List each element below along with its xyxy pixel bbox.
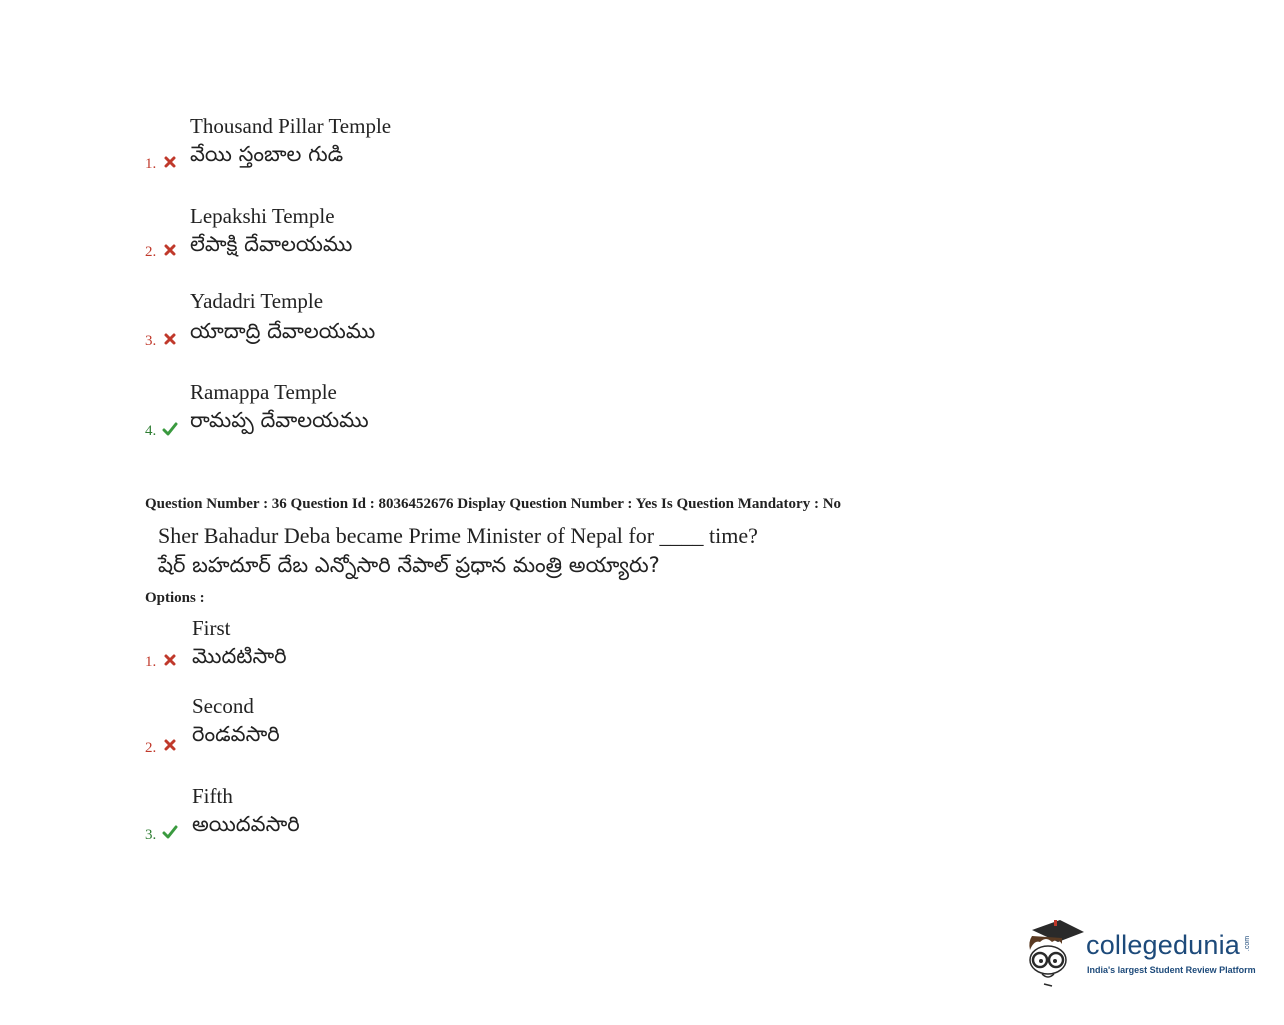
check-icon xyxy=(162,824,178,840)
question-text-te: షేర్ బహదూర్ దేబ ఎన్నోసారి నేపాల్ ప్రధాన మంత్రి అయ్యారు? xyxy=(158,553,660,577)
cross-icon xyxy=(162,737,178,753)
collegedunia-logo[interactable] xyxy=(1024,916,1254,992)
option-text-te: వేయి స్తంబాల గుడి xyxy=(190,142,344,166)
question-option-2 xyxy=(0,694,900,774)
mascot-icon xyxy=(1024,916,1086,992)
options-label: Options : xyxy=(145,590,205,606)
check-icon xyxy=(162,421,178,437)
prev-option-4 xyxy=(0,380,900,460)
cross-icon xyxy=(162,242,178,258)
option-number: 2. xyxy=(145,244,157,260)
option-text-te: యాదాద్రి దేవాలయము xyxy=(190,319,376,343)
option-number: 1. xyxy=(145,156,157,172)
option-text-en: Second xyxy=(192,694,254,718)
prev-option-3 xyxy=(0,289,900,369)
option-number: 1. xyxy=(145,654,157,670)
option-text-te: లేపాక్షి దేవాలయము xyxy=(190,232,353,256)
option-text-te: రెండవసారి xyxy=(192,722,280,746)
logo-tagline: India's largest Student Review Platform xyxy=(1087,965,1256,975)
option-number: 3. xyxy=(145,333,157,349)
option-text-te: అయిదవసారి xyxy=(192,812,300,836)
option-text-en: Yadadri Temple xyxy=(190,289,324,313)
cross-icon xyxy=(162,652,178,668)
question-option-1 xyxy=(0,616,900,696)
logo-suffix: .com xyxy=(1244,935,1252,952)
option-text-en: Thousand Pillar Temple xyxy=(190,114,392,138)
question-option-3 xyxy=(0,784,900,864)
option-text-en: Lepakshi Temple xyxy=(190,204,335,228)
option-number: 3. xyxy=(145,827,157,843)
option-number: 4. xyxy=(145,423,157,439)
prev-option-1 xyxy=(0,114,900,194)
prev-option-2 xyxy=(0,204,900,284)
cross-icon xyxy=(162,154,178,170)
logo-wordmark: collegedunia xyxy=(1086,930,1241,960)
cross-icon xyxy=(162,331,178,347)
option-text-te: రామప్ప దేవాలయము xyxy=(190,408,369,432)
option-text-te: మొదటిసారి xyxy=(192,644,287,668)
option-text-en: Fifth xyxy=(192,784,233,808)
option-text-en: First xyxy=(192,616,231,640)
question-text-en: Sher Bahadur Deba became Prime Minister of Nepal for ____ time? xyxy=(158,523,758,548)
option-text-en: Ramappa Temple xyxy=(190,380,337,404)
question-meta: Question Number : 36 Question Id : 8036452676 Display Question Number : Yes Is Question Mandatory : No xyxy=(145,496,842,512)
option-number: 2. xyxy=(145,740,157,756)
